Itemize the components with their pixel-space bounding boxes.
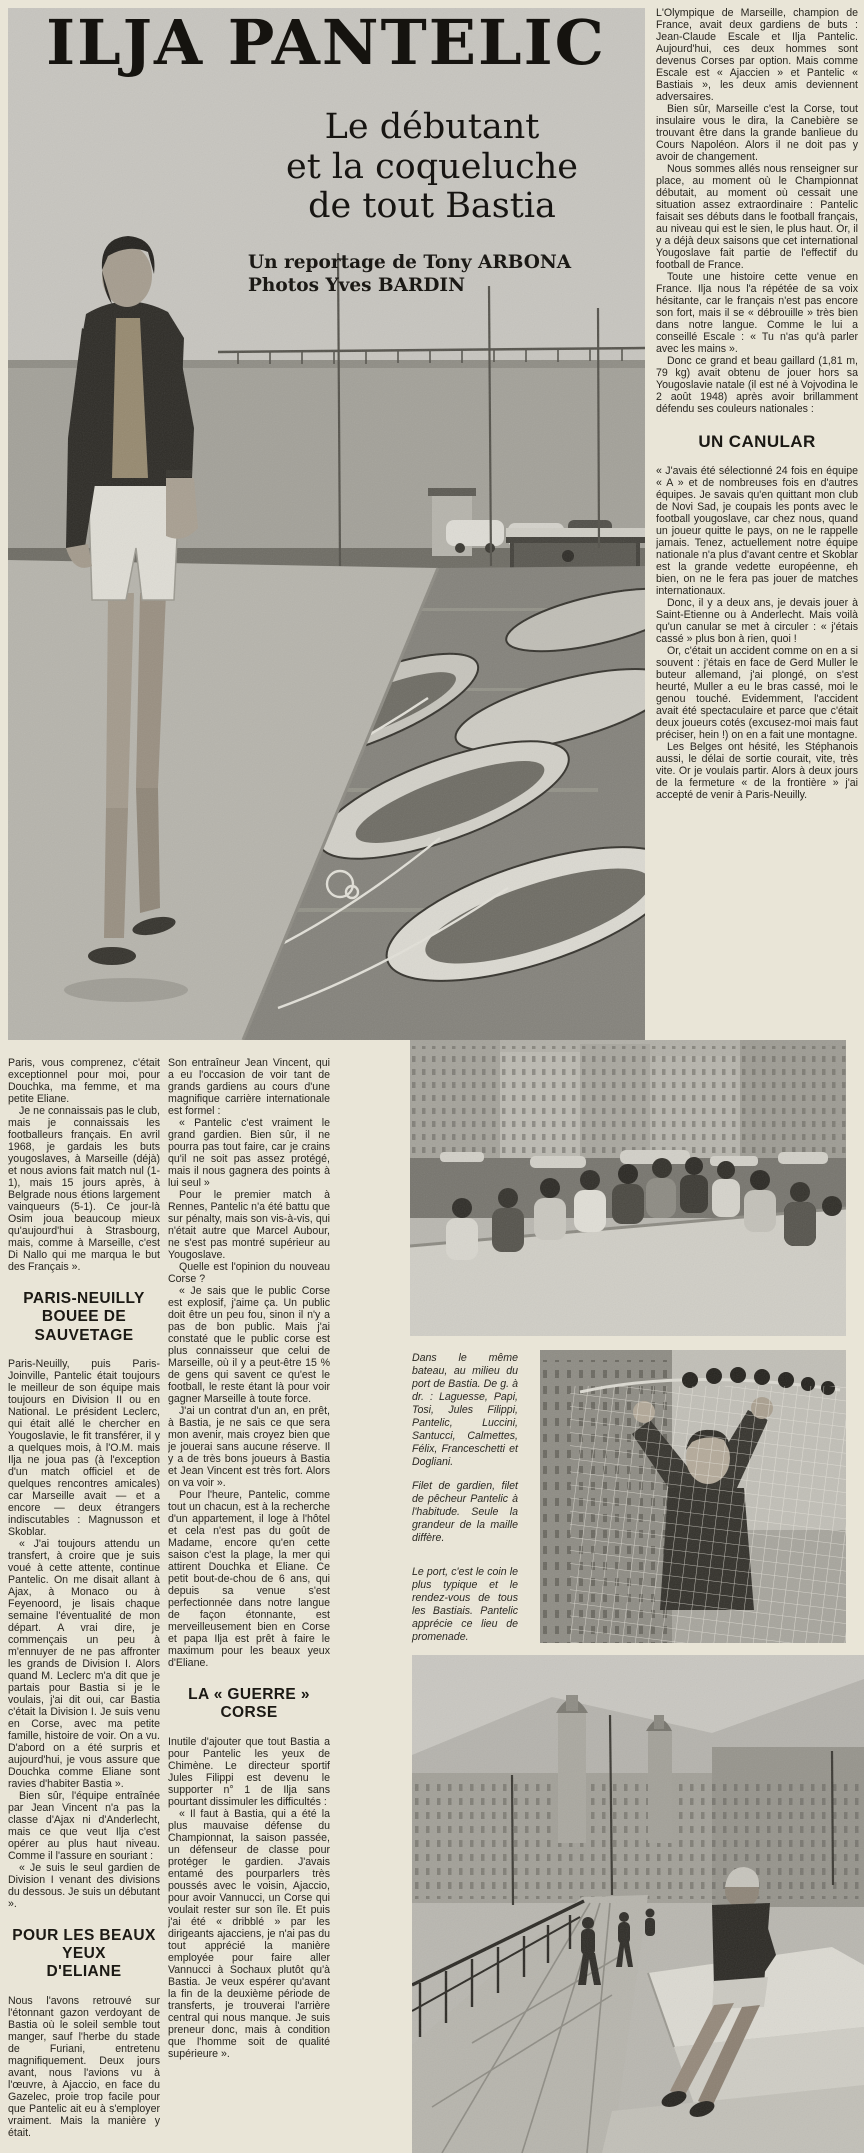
heading-line: D'ELIANE (46, 1963, 122, 1981)
paragraph: Bien sûr, Marseille c'est la Corse, tout insulaire vous le dira, la Canebière se trouvant être dans la grande banlieue du Cours Napoléon. Alors il ne doit pas y avoir de changement. (656, 103, 858, 163)
paragraph: Nous l'avons retrouvé sur l'étonnant gazon verdoyant de Bastia où le soleil semble tout manger, sauf l'herbe du stade de Furiani, entretenu magnifiquement. Deux jours avant, nous l'avions vu à l'œuvre, à Ajaccio, en face du Gazelec, proie trop facile pour que Pantelic ait eu à s'employer vraiment. Mais la manière y était. (8, 1994, 160, 2137)
paragraph: « J'ai toujours attendu un transfert, à croire que je suis voué à cette attente, continue Pantelic. On me disait allant à Ajax, à Monaco ou à Feyenoord, je lisais chaque semaine l'éventualité de mon départ. A vrai dire, je commençais un peu à m'ennuyer de ne pas affronter les grands de Division I. Alors quand M. Leclerc m'a dit que je partais pour Bastia si je le voulais, j'ai dit oui, car Bastia c'était la Division I. Je suis venu en Corse, avec ma petite famille, histoire de voir. On a vu. D'abord on a été surpris et aujourd'hui, je vous assure que Douchka comme Eliane sont ravies d'habiter Bastia ». (8, 1537, 160, 1790)
sea-wall-scene-illustration (412, 1655, 864, 2153)
net-scene-illustration (540, 1350, 846, 1643)
section-heading-canular: UN CANULAR (698, 432, 816, 451)
article-column-middle (168, 1057, 330, 2142)
subtitle-line: et la coqueluche (285, 146, 578, 187)
byline-photographer: Photos Yves BARDIN (248, 275, 465, 297)
paragraph: « Pantelic c'est vraiment le grand gardien. Bien sûr, il ne pourra pas tout faire, car je crains qu'il ne soit pas assez protégé, mais il nous gagnera des points à lui seul » (168, 1117, 330, 1189)
section-heading-beaux-yeux (8, 1927, 160, 1982)
port-photo-sea-wall (412, 1655, 864, 2153)
paragraph: Donc, il y a deux ans, je devais jouer à Saint-Etienne ou à Anderlecht. Mais voilà qu'un canular se met à circuler : « j'étais cassé » plus bon à rien, quoi ! (656, 597, 858, 646)
subtitle-line: Le débutant (324, 107, 540, 147)
article-column-intro (656, 7, 858, 1037)
section-heading-paris-neuilly (8, 1290, 160, 1345)
paragraph: « J'avais été sélectionné 24 fois en équipe « A » et de nombreuses fois en d'autres équipes. Je savais qu'en quittant mon club de Novi Sad, je coupais les ponts avec le football yougoslave, car chez nous, quand un joueur quitte le pays, on ne le rappelle jamais. Tenez, actuellement notre équipe nationale n'a plus d'avant centre et Skoblar est la grande vedette européenne, eh bien, on ne le fera pas jouer de matches internationaux. (656, 465, 858, 598)
caption-boat-photo: Dans le même bateau, au milieu du port de Bastia. De g. à dr. : Laguesse, Papi, Tosi, Jules Filippi, Pantelic, Luccini, Santucci, Calmettes, Félix, Franceschetti et Dogliani. (412, 1352, 518, 1468)
paragraph: Les Belges ont hésité, les Stéphanois aussi, le délai de sortie courait, vite, très vite. Or je voulais partir. Alors à deux jours de la fermeture « de la frontière » j'ai accepté de venir à Paris-Neuilly. (656, 741, 858, 802)
byline-author: Un reportage de Tony ARBONA (248, 252, 572, 273)
page-title: ILJA PANTELIC (46, 6, 606, 79)
caption-port-photo: Le port, c'est le coin le plus typique et le rendez-vous de tous les Bastiais. Pantelic apprécie ce lieu de promenade. (412, 1566, 518, 1643)
heading-line: POUR LES BEAUX YEUX (12, 1926, 156, 1963)
heading-line: PARIS-NEUILLY (23, 1290, 145, 1307)
paragraph: Nous sommes allés nous renseigner sur place, au moment où le Championnat débutait, au moment où cessait une situation assez extraordinaire : Pantelic faisait ses débuts dans le football français, au niveau qui est le sien, le plus haut. Or, il y a déjà deux saisons que cet international Yougoslave fait partie de l'effectif du football de France. (656, 163, 858, 271)
paragraph: « Il faut à Bastia, qui a été la plus mauvaise défense du Championnat, la saison passée, un défenseur de classe pour protéger le gardien. J'avais entamé des pourparlers très poussés avec le voisin, Ajaccio, pour avoir Vannucci, un Corse qui voulait rester sur son île. Et puis j'ai été « dribblé » par les dirigeants ajacciens, je n'ai pas du tout apprécié la manière employée pour faire aller Vannucci à Sochaux plutôt qu'à Bastia. Je veux espérer qu'avant la fin de la deuxième période de transferts, je trouverai l'arrière central qui nous manque. Je suis preneur donc, mais à condition que l'homme soit de qualité supérieure ». (168, 1807, 330, 2060)
article-column-left (8, 1057, 160, 2137)
boat-scene-illustration (410, 1040, 846, 1336)
paragraph: Pour le premier match à Rennes, Pantelic n'a été battu que sur pénalty, mais son vis-à-vis, qui n'était autre que Marcel Aubour, ne s'est pas montré supérieur au Yougoslave. (168, 1189, 330, 1261)
paragraph: Bien sûr, l'équipe entraînée par Jean Vincent n'a pas la classe d'Ajax ni d'Anderlecht, mais ce que veut Ilja c'est opérer au plus haut niveau. Comme il l'assure en souriant : (8, 1789, 160, 1862)
paragraph: Paris, vous comprenez, c'était exceptionnel pour moi, pour Douchka, ma femme, et ma petite Eliane. (8, 1057, 160, 1105)
paragraph: Donc ce grand et beau gaillard (1,81 m, 79 kg) avait obtenu de jouer hors sa Yougoslavie natale (il est né à Vojvodina le 2 août 1948) après avoir brillamment défendu ses couleurs nationales : (656, 355, 858, 415)
paragraph: Pour l'heure, Pantelic, comme tout un chacun, est à la recherche d'un appartement, il loge à l'hôtel et cela n'est pas du goût de Madame, encore qu'en cette saison c'est la plage, la mer qui attirent Douchka et Eliane. Ce petit bout-de-chou de 6 ans, qui depuis sa venue s'est perfectionnée dans notre langue de façon étonnante, est merveilleusement bien en Corse et papa Ilja est prêt à faire le maximum pour les beaux yeux d'Eliane. (168, 1489, 330, 1669)
paragraph: Inutile d'ajouter que tout Bastia a pour Pantelic les yeux de Chimène. Le directeur sportif Jules Filippi est devenu le supporter n° 1 de Ilja sans pourtant dissimuler les difficultés : (168, 1735, 330, 1808)
paragraph: Or, c'était un accident comme on en a si souvent : j'étais en face de Gerd Muller le buteur allemand, j'ai plongé, on s'est heurté, Muller a eu le bras cassé, moi le genou touché. Evidemment, l'accident avait été spectaculaire et parce que c'était deux joueurs cotés (excusez-moi mais faut préciser, hein !) on en a fait une montagne. (656, 645, 858, 742)
section-heading-guerre-corse: LA « GUERRE » CORSE (188, 1686, 310, 1722)
paragraph: Je ne connaissais pas le club, mais je connaissais les footballeurs français. En avril 1968, je gardais les buts yougoslaves, à Marseille (déjà) et nous avions fait match nul (1-1), mais 15 jours après, à Belgrade nous étions largement vainqueurs (5-1). Ce jour-là Osim joua beaucoup mieux qu'aujourd'hui à Strasbourg, mais, comme à Marseille, c'est Di Nallo qui me marqua le but des Français ». (8, 1105, 160, 1273)
heading-line: BOUEE DE SAUVETAGE (34, 1308, 134, 1344)
subtitle (225, 108, 639, 227)
paragraph: Quelle est l'opinion du nouveau Corse ? (168, 1261, 330, 1285)
paragraph: J'ai un contrat d'un an, en prêt, à Bastia, je ne sais ce que sera mon avenir, mais croyez bien que je jouerai sans aucune réserve. Il y a de très bons joueurs à Bastia et Jean Vincent est très fort. Alors on va voir ». (168, 1405, 330, 1489)
paragraph: « Je sais que le public Corse est explosif, j'aime ça. Un public doit être un peu fou, sinon il n'y a pas de bon public. Mais j'ai constaté que le public corse est plus connaisseur que celui de Marseille, où il y a peut-être 15 % de gens qui savent ce qu'est le football, le reste étant là pour voir gagner Marseille à toute force. (168, 1285, 330, 1405)
byline (248, 251, 571, 298)
paragraph: L'Olympique de Marseille, champion de France, avait deux gardiens de buts : Jean-Claude Escale et Ilja Pantelic. Aujourd'hui, ces deux hommes sont devenus Corses par option. Mais comme Escale est « Ajaccien » et Pantelic « Bastiais », les deux amis deviennent adversaires. (656, 7, 858, 103)
paragraph: Toute une histoire cette venue en France. Ilja nous l'a répétée de sa voix hésitante, car le français n'est pas encore son fort, mais il se « débrouille » très bien dans notre langue. Comme le lui a conseillé Escale : « Tu n'as qu'à parler avec les mains ». (656, 271, 858, 355)
subtitle-line: de tout Bastia (308, 186, 556, 227)
net-photo-pantelic-fishing-net (540, 1350, 846, 1643)
paragraph: Paris-Neuilly, puis Paris-Joinville, Pantelic était toujours le meilleur de son équipe mais toujours en Division II ou en National. Le président Leclerc, qui était allé le chercher en Yougoslavie, le fit transférer, il y a quelques mois, à l'O.M. mais Ilja ne joua pas (à l'exception d'un match officiel et de quelques rencontres amicales) car Marseille avait — et a encore — deux étrangers indiscutables : Magnusson et Skoblar. (8, 1357, 160, 1538)
caption-net-photo: Filet de gardien, filet de pêcheur Pantelic à l'habitude. Seule la grandeur de la maille diffère. (412, 1480, 518, 1544)
boat-photo-team-in-port (410, 1040, 846, 1336)
paragraph: « Je suis le seul gardien de Division I venant des divisions du dessous. Je suis un débutant ». (8, 1861, 160, 1910)
paragraph: Son entraîneur Jean Vincent, qui a eu l'occasion de voir tant de grands gardiens au cours d'une magnifique carrière internationale est formel : (168, 1057, 330, 1117)
